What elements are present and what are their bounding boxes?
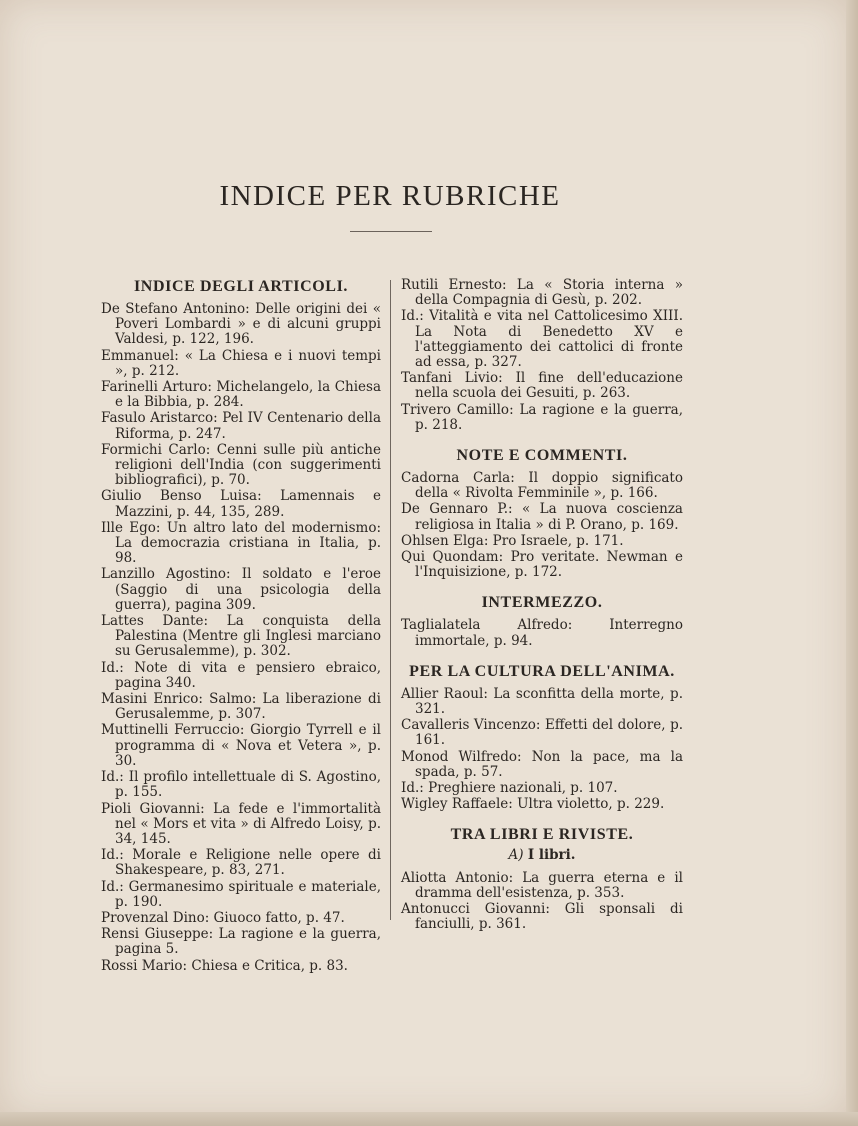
index-entry: Taglialatela Alfredo: Interregno immortale, p. 94.: [401, 617, 683, 649]
index-entry: Fasulo Aristarco: Pel IV Centenario della Riforma, p. 247.: [101, 410, 381, 442]
page-edge-right: [846, 0, 858, 1126]
index-entry: Lattes Dante: La conquista della Palestina (Mentre gli Inglesi marciano su Gerusalemme), p. 302.: [101, 613, 381, 660]
section-libri-riviste: [401, 826, 683, 932]
section-heading-cultura: PER LA CULTURA DELL'ANIMA.: [409, 662, 675, 680]
index-entry: Id.: Morale e Religione nelle opere di Shakespeare, p. 83, 271.: [101, 847, 381, 879]
index-entry: Id.: Note di vita e pensiero ebraico, pagina 340.: [101, 659, 381, 691]
section-heading-intermezzo: INTERMEZZO.: [481, 594, 603, 612]
title-rule: [350, 231, 432, 232]
index-entry: Allier Raoul: La sconfitta della morte, p. 321.: [401, 685, 683, 718]
subsection-heading: [401, 848, 683, 863]
index-entry: Id.: Germanesimo spirituale e materiale, p. 190.: [101, 878, 381, 910]
index-entry: Provenzal Dino: Giuoco fatto, p. 47.: [101, 909, 345, 926]
articoli-list: [101, 302, 381, 974]
section-note-commenti: [401, 447, 683, 580]
section-heading-libri: TRA LIBRI E RIVISTE.: [450, 826, 634, 844]
index-entry: Id.: Vitalità e vita nel Cattolicesimo XIII. La Nota di Benedetto XV e l'atteggiamento dei cattolici di fronte ad essa, p. 327.: [401, 308, 683, 371]
page-edge-bottom: [0, 1112, 858, 1126]
right-column: [401, 278, 683, 934]
section-heading-note: NOTE E COMMENTI.: [456, 447, 628, 465]
index-entry: Formichi Carlo: Cenni sulle più antiche religioni dell'India (con suggerimenti bibliografici), p. 70.: [101, 441, 381, 489]
index-entry: Farinelli Arturo: Michelangelo, la Chiesa e la Bibbia, p. 284.: [101, 379, 381, 411]
index-entry: Masini Enrico: Salmo: La liberazione di Gerusalemme, p. 307.: [101, 691, 381, 723]
index-entry: Id.: Preghiere nazionali, p. 107.: [401, 780, 618, 797]
index-entry: De Stefano Antonino: Delle origini dei « Poveri Lombardi » e di alcuni gruppi Valdesi, p. 122, 196.: [101, 301, 381, 348]
articoli-continued-list: [401, 278, 683, 433]
index-entry: Muttinelli Ferruccio: Giorgio Tyrrell e il programma di « Nova et Vetera », p. 30.: [101, 722, 381, 769]
index-entry: Monod Wilfredo: Non la pace, ma la spada, p. 57.: [401, 748, 683, 780]
index-entry: Giulio Benso Luisa: Lamennais e Mazzini, p. 44, 135, 289.: [101, 488, 381, 520]
index-entry: Emmanuel: « La Chiesa e i nuovi tempi », p. 212.: [101, 347, 381, 379]
index-entry: Cavalleris Vincenzo: Effetti del dolore, p. 161.: [401, 717, 683, 749]
index-entry: Rutili Ernesto: La « Storia interna » della Compagnia di Gesù, p. 202.: [401, 277, 683, 309]
section-heading-articoli: INDICE DEGLI ARTICOLI.: [133, 278, 349, 295]
index-entry: Ohlsen Elga: Pro Israele, p. 171.: [401, 532, 624, 549]
page-title: INDICE PER RUBRICHE: [219, 180, 561, 212]
index-entry: Rensi Giuseppe: La ragione e la guerra, pagina 5.: [101, 926, 381, 958]
subsection-label: I libri.: [527, 847, 576, 864]
left-column: [101, 278, 381, 975]
index-entry: Rossi Mario: Chiesa e Critica, p. 83.: [101, 957, 348, 974]
index-entry: Lanzillo Agostino: Il soldato e l'eroe (Saggio di una psicologia della guerra), pagina 309.: [101, 566, 381, 613]
subsection-prefix: A): [508, 847, 524, 864]
index-entry: Id.: Il profilo intellettuale di S. Agostino, p. 155.: [101, 769, 381, 801]
index-entry: Aliotta Antonio: La guerra eterna e il dramma dell'esistenza, p. 353.: [401, 869, 683, 901]
index-entry: De Gennaro P.: « La nuova coscienza religiosa in Italia » di P. Orano, p. 169.: [401, 501, 683, 533]
index-entry: Wigley Raffaele: Ultra violetto, p. 229.: [401, 796, 665, 813]
index-entry: Antonucci Giovanni: Gli sponsali di fanciulli, p. 361.: [401, 901, 683, 933]
section-cultura: [401, 663, 683, 813]
index-entry: Ille Ego: Un altro lato del modernismo: La democrazia cristiana in Italia, p. 98.: [101, 519, 381, 567]
index-entry: Tanfani Livio: Il fine dell'educazione nella scuola dei Gesuiti, p. 263.: [401, 370, 683, 402]
index-entry: Qui Quondam: Pro veritate. Newman e l'Inquisizione, p. 172.: [401, 549, 683, 581]
section-intermezzo: [401, 594, 683, 648]
index-entry: Pioli Giovanni: La fede e l'immortalità nel « Mors et vita » di Alfredo Loisy, p. 34, 145.: [101, 800, 381, 847]
index-entry: Trivero Camillo: La ragione e la guerra, p. 218.: [401, 401, 683, 433]
column-divider: [390, 280, 391, 920]
index-entry: Cadorna Carla: Il doppio significato della « Rivolta Femminile », p. 166.: [401, 470, 683, 502]
